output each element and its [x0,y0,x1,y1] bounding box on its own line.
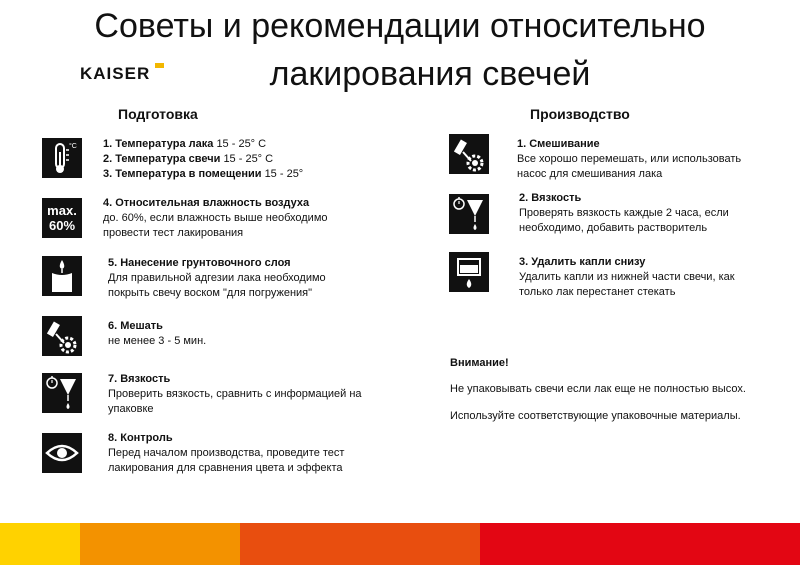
primer-title: 5. Нанесение грунтовочного слоя [108,257,291,269]
mixing-text: насос для смешивания лака [517,168,663,180]
viscosity-cup-icon [449,194,489,234]
notice-text: Используйте соответствующие упаковочные материалы. [450,410,741,422]
humidity-max-icon: max. 60% [42,198,82,238]
eye-icon [42,433,82,473]
humidity-title: 4. Относительная влажность воздуха [103,197,310,209]
viscosity-text: упаковке [108,403,154,415]
production-viscosity-text: Проверять вязкость каждые 2 часа, если [519,207,729,219]
drops-text: Удалить капли из нижней части свечи, как [519,271,735,283]
production-viscosity-block [519,191,729,236]
temperature-list [103,137,303,182]
mix-text: не менее 3 - 5 мин. [108,335,207,347]
control-text: лакирования для сравнения цвета и эффекта [108,462,343,474]
humidity-text: провести тест лакирования [103,227,244,239]
color-stripe-red [480,523,800,565]
mix-block [108,319,206,349]
page-title-line2: лакирования свечей [269,55,591,93]
notice-text: Не упаковывать свечи если лак еще не полностью высох. [450,383,746,395]
svg-text:°C: °C [69,143,77,150]
mixing-block [517,137,741,182]
mixer-icon [42,316,82,356]
control-block [108,431,344,476]
control-text: Перед началом производства, проведите тест [108,447,345,459]
control-title: 8. Контроль [108,432,173,444]
drip-removal-icon [449,252,489,292]
color-stripe-dark-orange [240,523,480,565]
viscosity-block [108,372,362,417]
primer-block [108,256,326,301]
drops-block [519,255,735,300]
production-viscosity-text: необходимо, добавить растворитель [519,222,708,234]
production-viscosity-title: 2. Вязкость [519,192,582,204]
humidity-block [103,196,328,241]
color-stripe-yellow [0,523,80,565]
mix-title: 6. Мешать [108,320,163,332]
drops-title: 3. Удалить капли снизу [519,256,646,268]
viscosity-text: Проверить вязкость, сравнить с информацией на [108,388,362,400]
notice-title: Внимание! [450,357,509,369]
primer-text: покрыть свечу воском "для погружения" [108,287,313,299]
mixing-text: Все хорошо перемешать, или использовать [517,153,742,165]
primer-text: Для правильной адгезии лака необходимо [108,272,326,284]
section-heading-preparation: Подготовка [118,106,198,122]
kaiser-logo: KAISER [80,64,151,83]
drops-text: только лак перестанет стекать [519,286,676,298]
candle-dip-icon [42,256,82,296]
page-title-line1: Советы и рекомендации относительно [94,7,706,45]
color-stripe-orange [80,523,240,565]
mixer-icon [449,134,489,174]
temp-item: 3. Температура в помещении 15 - 25° [103,168,304,180]
viscosity-title: 7. Вязкость [108,373,171,385]
thermometer-icon [42,138,82,178]
viscosity-cup-icon [42,373,82,413]
humidity-text: до. 60%, если влажность выше необходимо [103,212,328,224]
mixing-title: 1. Смешивание [517,138,600,150]
logo-mark-icon [155,63,164,68]
temp-item: 2. Температура свечи 15 - 25° C [103,153,274,165]
section-heading-production: Производство [530,106,630,122]
temp-item: 1. Температура лака 15 - 25° C [103,138,267,150]
